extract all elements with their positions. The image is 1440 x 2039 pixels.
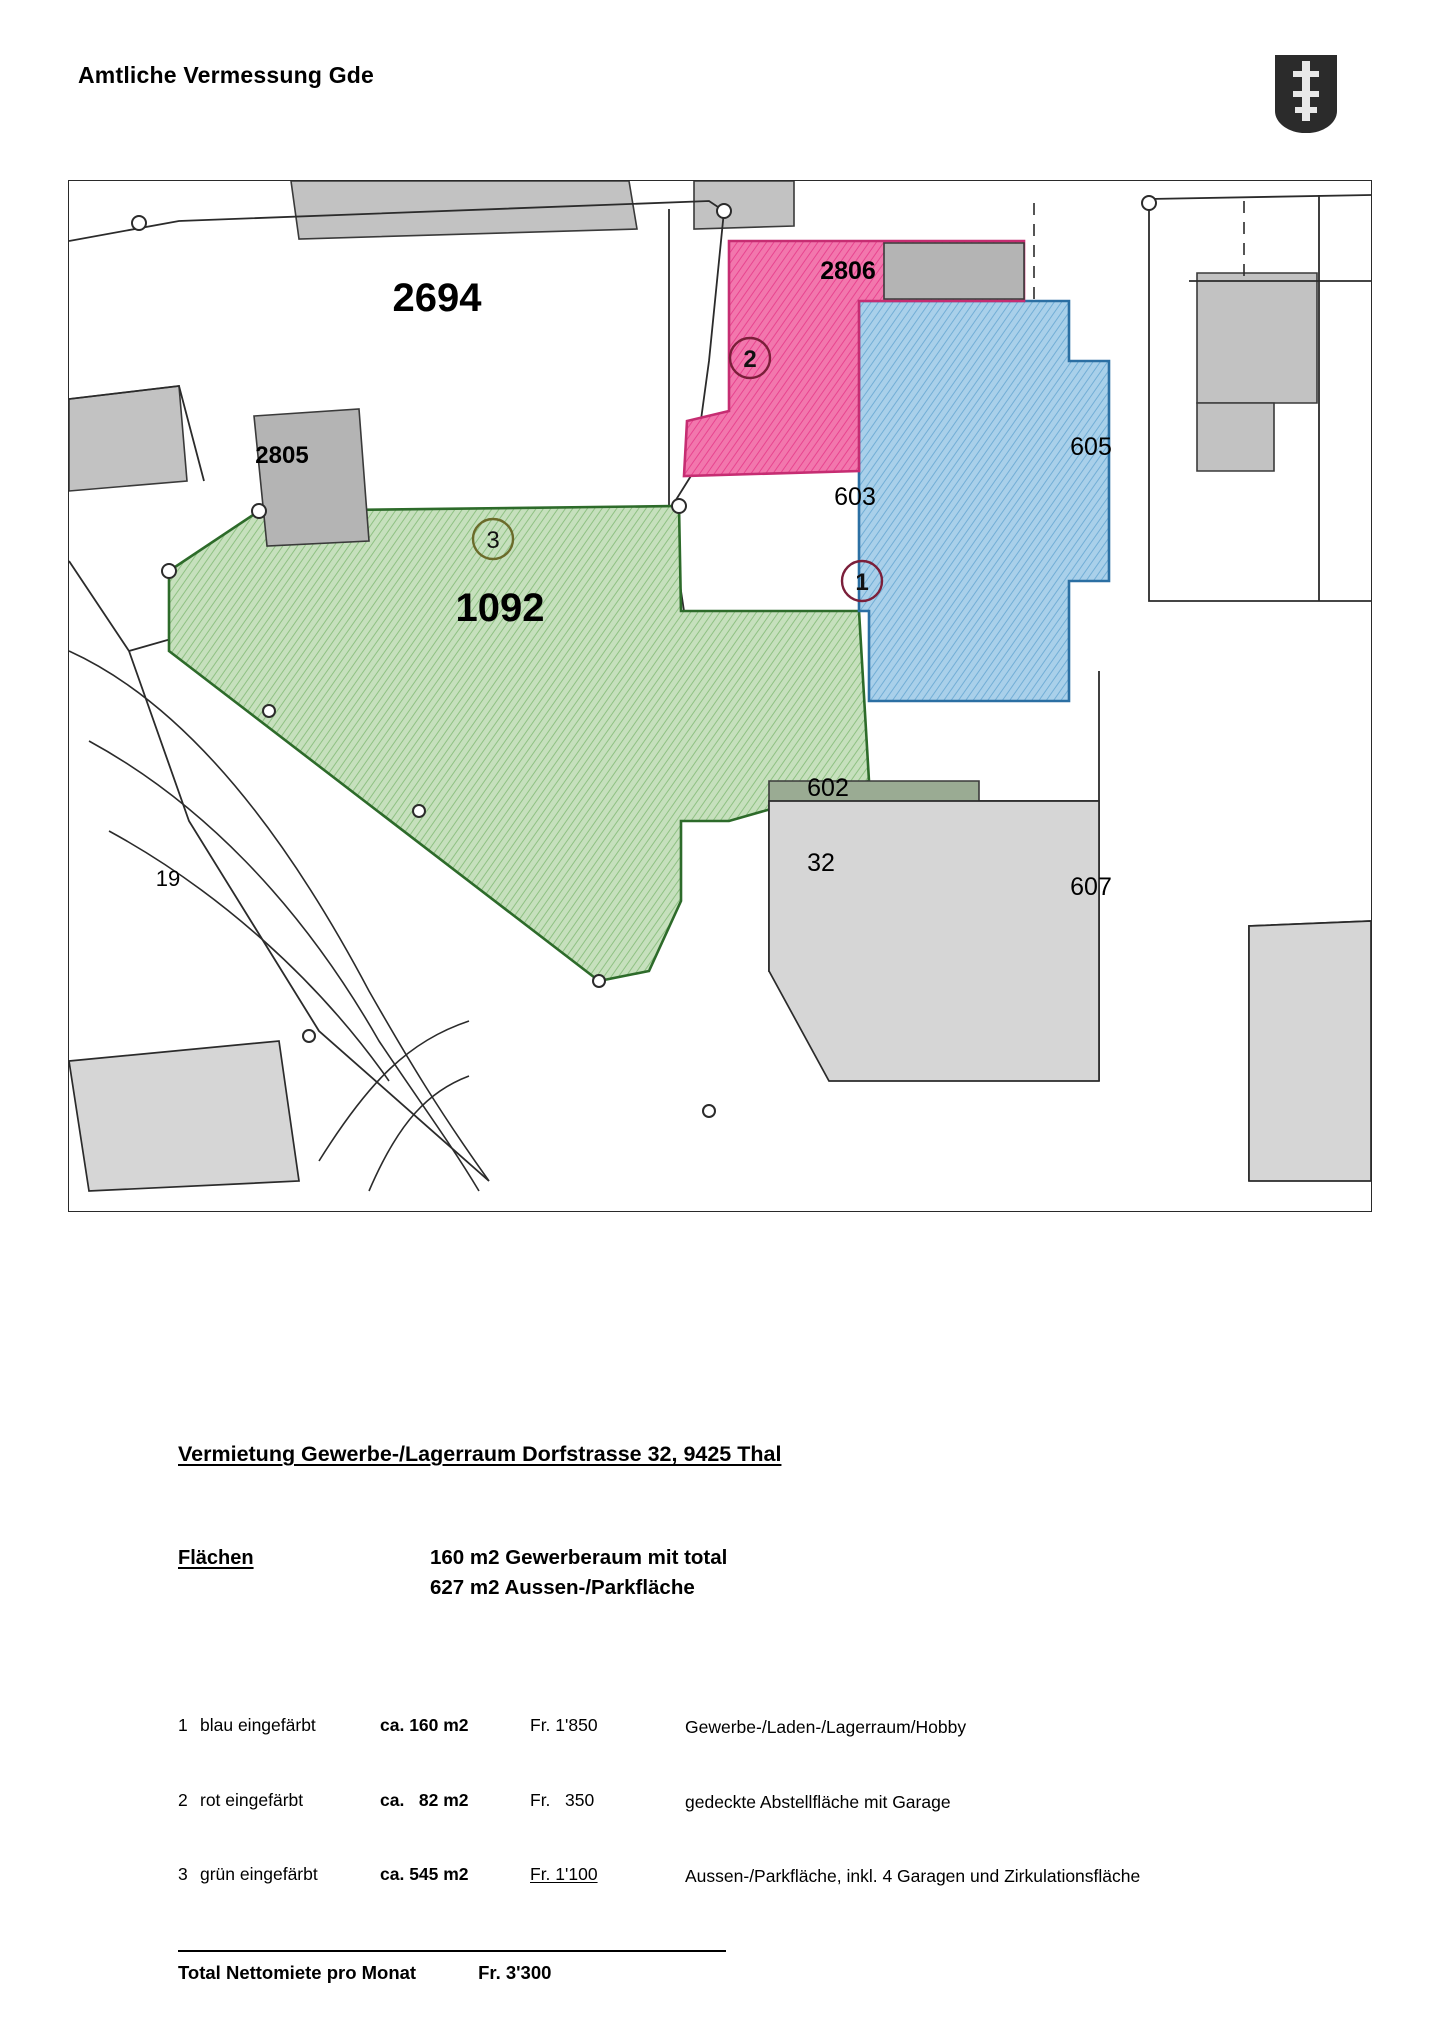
total-divider <box>178 1950 726 1952</box>
row-number: 1 <box>178 1715 188 1735</box>
area-breakdown-list <box>178 1715 1358 1939</box>
svg-text:2: 2 <box>743 346 757 373</box>
areas-value-line2: 627 m2 Aussen-/Parkfläche <box>430 1575 695 1599</box>
row-area: ca. 545 m2 <box>380 1864 469 1884</box>
parcel-label-605: 605 <box>1070 433 1112 461</box>
svg-text:1: 1 <box>855 569 869 596</box>
list-item <box>178 1715 1358 1740</box>
areas-label: Flächen <box>178 1547 254 1569</box>
parcel-label-2806: 2806 <box>820 257 876 285</box>
row-description: gedeckte Abstellfläche mit Garage <box>685 1791 951 1812</box>
row-color: blau eingefärbt <box>200 1715 316 1735</box>
total-value: Fr. 3'300 <box>478 1962 552 1983</box>
parcel-label-1092: 1092 <box>455 586 545 630</box>
row-price: Fr. 350 <box>530 1789 595 1810</box>
total-label: Total Nettomiete pro Monat <box>178 1962 417 1983</box>
parcel-label-19: 19 <box>155 866 181 891</box>
row-number: 2 <box>178 1789 188 1810</box>
parcel-label-602: 602 <box>807 774 849 802</box>
row-area: ca. 160 m2 <box>380 1715 469 1735</box>
parcel-label-2694: 2694 <box>392 276 482 320</box>
row-price: Fr. 1'100 <box>530 1864 598 1884</box>
row-color: rot eingefärbt <box>200 1789 304 1810</box>
cadastral-map <box>68 180 1372 1212</box>
parcel-label-2805: 2805 <box>255 442 309 469</box>
page-title: Amtliche Vermessung Gde <box>78 62 375 88</box>
parcel-label-607: 607 <box>1070 873 1112 901</box>
areas-value-line1: 160 m2 Gewerberaum mit total <box>430 1546 728 1569</box>
parcel-label-32: 32 <box>807 849 835 877</box>
row-description: Gewerbe-/Laden-/Lagerraum/Hobby <box>685 1717 967 1737</box>
row-price: Fr. 1'850 <box>530 1715 598 1735</box>
svg-text:3: 3 <box>486 527 500 554</box>
total-row <box>178 1962 738 1984</box>
listing-title: Vermietung Gewerbe-/Lagerraum Dorfstrasse 32, 9425 Thal <box>178 1442 782 1466</box>
row-description: Aussen-/Parkfläche, inkl. 4 Garagen und Zirkulationsfläche <box>685 1866 1141 1886</box>
areas-value <box>430 1543 727 1602</box>
row-number: 3 <box>178 1864 188 1884</box>
list-item <box>178 1790 1358 1815</box>
coat-of-arms-icon <box>1275 55 1337 133</box>
list-item <box>178 1864 1358 1889</box>
row-area: ca. 82 m2 <box>380 1789 469 1810</box>
parcel-label-603: 603 <box>834 483 876 511</box>
row-color: grün eingefärbt <box>200 1864 318 1884</box>
